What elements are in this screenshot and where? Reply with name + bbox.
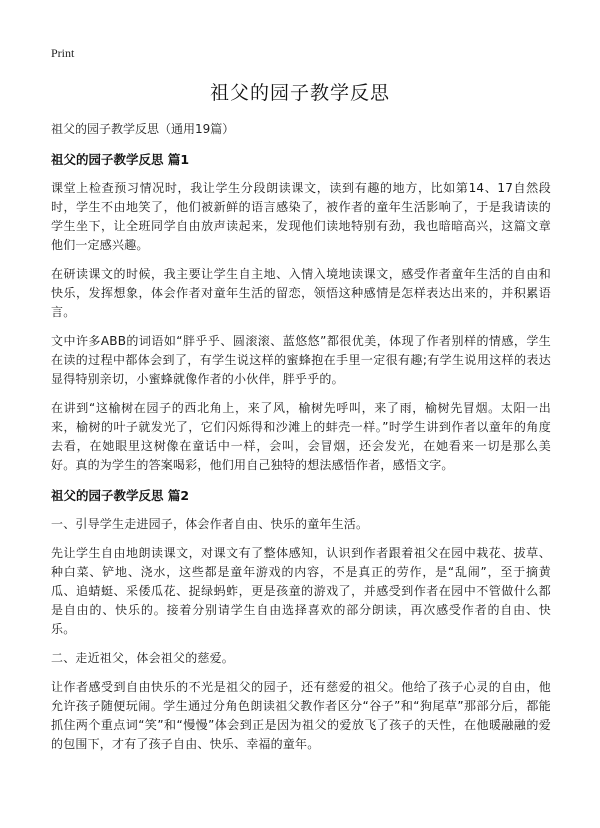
paragraph: 先让学生自由地朗读课文，对课文有了整体感知，认识到作者跟着祖父在园中栽花、拔草、种白菜、铲地、浇水，这些都是童年游戏的内容，不是真正的劳作，是“乱闹”，至于摘黄瓜、追蜻蜓、采倭瓜花、捉绿蚂蚱，更是孩童的游戏了，并感受到作者在园中不管做什么都是自由的、快乐的。接着分别请学生自由选择喜欢的部分朗读，再次感受作者的自由、快乐。: [51, 546, 551, 636]
paragraph: 文中许多ABB的词语如“胖乎乎、圆滚滚、蓝悠悠”都很优美，体现了作者别样的情感，学生在读的过程中都体会到了，有学生说这样的蜜蜂抱在手里一定很有趣;有学生说用这样的表达显得特别亲切，小蜜蜂就像作者的小伙伴，胖乎乎的。: [51, 334, 551, 386]
paragraph: 在研读课文的时候，我主要让学生自主地、入情入境地读课文，感受作者童年生活的自由和快乐，发挥想象，体会作者对童年生活的留恋，领悟这种感情是怎样表达出来的，并积累语言。: [51, 267, 551, 319]
document-body: [51, 120, 551, 764]
paragraph: 一、引导学生走进园子，体会作者自由、快乐的童年生活。: [51, 517, 369, 531]
section-heading: 祖父的园子教学反思 篇2: [51, 488, 190, 503]
paragraph: 二、走近祖父，体会祖父的慈爱。: [51, 651, 235, 665]
paragraph: 课堂上检查预习情况时，我让学生分段朗读课文，读到有趣的地方，比如第14、17自然段时，学生不由地笑了，他们被新鲜的语言感染了，被作者的童年生活影响了，于是我请读的学生坐下，让全班同学自由放声读起来，发现他们读地特别有劲，我也暗暗高兴，这篇文章他们一定感兴趣。: [51, 181, 551, 252]
section-heading: 祖父的园子教学反思 篇1: [51, 152, 190, 167]
paragraph: 让作者感受到自由快乐的不光是祖父的园子，还有慈爱的祖父。他给了孩子心灵的自由，他允许孩子随便玩闹。学生通过分角色朗读祖父教作者区分“谷子”和“狗尾草”那部分后，都能抓住两个重点词“笑”和“慢慢”体会到正是因为祖父的爱放飞了孩子的天性，在他暖融融的爱的包围下，才有了孩子自由、快乐、幸福的童年。: [51, 680, 551, 751]
print-link[interactable]: Print: [51, 46, 75, 60]
document-title: 祖父的园子教学反思: [209, 82, 390, 104]
document-subtitle: 祖父的园子教学反思（通用19篇）: [51, 122, 235, 136]
paragraph: 在讲到“这榆树在园子的西北角上，来了风，榆树先呼叫，来了雨，榆树先冒烟。太阳一出来，榆树的叶子就发光了，它们闪烁得和沙滩上的蚌壳一样。”时学生讲到作者以童年的角度去看，在她眼里这树像在童话中一样，会叫，会冒烟，还会发光，在她看来一切是那么美好。真的为学生的答案喝彩，他们用自己独特的想法感悟作者，感悟文字。: [51, 401, 551, 472]
